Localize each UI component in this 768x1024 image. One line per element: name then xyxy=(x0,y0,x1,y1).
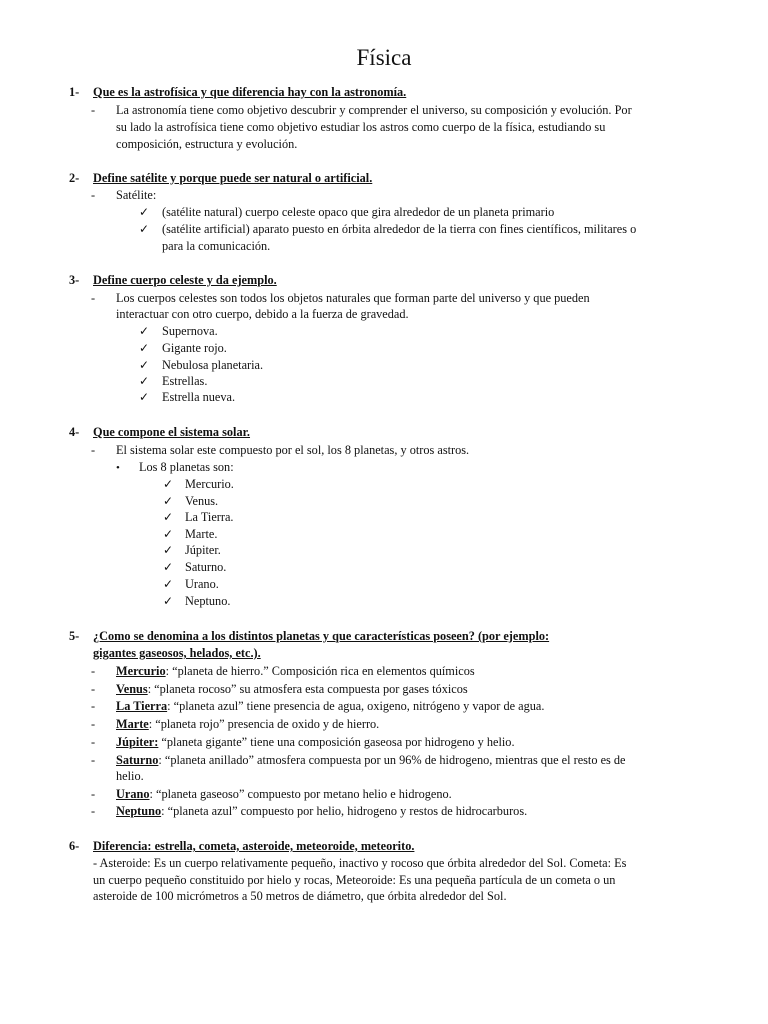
list-item: Nebulosa planetaria. xyxy=(162,358,264,372)
planet-name: Neptuno xyxy=(116,804,162,818)
planet-name: Urano xyxy=(116,787,150,801)
answer-line: La astronomía tiene como objetivo descubrir y comprender el universo, su composición y evolución. Por xyxy=(116,103,632,117)
answer-line: asteroide de 100 micrómetros a 50 metros de diámetro, que órbita alrededor del Sol. xyxy=(93,889,507,903)
check-icon: ✓ xyxy=(139,324,150,338)
check-icon: ✓ xyxy=(163,543,174,557)
list-item: Júpiter. xyxy=(185,543,221,557)
bullet-icon: • xyxy=(116,462,120,474)
separator: : xyxy=(149,787,153,801)
list-item: Los 8 planetas son: xyxy=(139,460,234,474)
list-item: Neptuno. xyxy=(185,594,231,608)
planet-name: Saturno xyxy=(116,753,159,767)
dash-marker: - xyxy=(91,664,96,678)
question-heading: Que compone el sistema solar. xyxy=(93,425,251,439)
planet-item xyxy=(116,663,716,680)
dash-marker: - xyxy=(91,103,96,117)
check-icon: ✓ xyxy=(163,494,174,508)
question-heading: Que es la astrofísica y que diferencia hay con la astronomía. xyxy=(93,85,407,99)
planet-description: “planeta azul” compuesto por helio, hidrogeno y restos de hidrocarburos. xyxy=(164,804,528,818)
answer-line: interactuar con otro cuerpo, debido a la fuerza de gravedad. xyxy=(116,307,409,321)
dash-marker: - xyxy=(91,682,96,696)
dash-marker: - xyxy=(91,735,96,749)
check-icon: ✓ xyxy=(139,222,150,236)
planet-item xyxy=(116,752,716,769)
separator: : xyxy=(165,664,170,678)
question-number: 5- xyxy=(69,629,80,643)
question-number: 1- xyxy=(69,85,80,99)
planet-name: Marte xyxy=(116,717,149,731)
dash-marker: - xyxy=(91,717,96,731)
question-heading: gigantes gaseosos, helados, etc.). xyxy=(93,646,261,660)
answer-line: un cuerpo pequeño constituido por hielo y rocas, Meteoroide: Es una pequeña partícula de un cometa o un xyxy=(93,873,616,887)
planet-description-continued: helio. xyxy=(116,769,144,783)
check-icon: ✓ xyxy=(163,560,174,574)
planet-name: La Tierra xyxy=(116,699,168,713)
list-item: Marte. xyxy=(185,527,218,541)
separator: : xyxy=(148,717,153,731)
answer-line: El sistema solar este compuesto por el sol, los 8 planetas, y otros astros. xyxy=(116,443,470,457)
question-heading: Define satélite y porque puede ser natural o artificial. xyxy=(93,171,373,185)
list-item: (satélite artificial) aparato puesto en órbita alrededor de la tierra con fines científicos, militares o xyxy=(162,222,637,236)
planet-item xyxy=(116,698,716,715)
list-item: Supernova. xyxy=(162,324,218,338)
planet-description: “planeta rocoso” su atmosfera esta compuesta por gases tóxicos xyxy=(151,682,468,696)
planet-description: “planeta gaseoso” compuesto por metano helio e hidrogeno. xyxy=(152,787,452,801)
planet-description: “planeta rojo” presencia de oxido y de hierro. xyxy=(152,717,380,731)
separator: : xyxy=(147,682,152,696)
check-icon: ✓ xyxy=(163,577,174,591)
list-item: Mercurio. xyxy=(185,477,234,491)
planet-item xyxy=(116,681,716,698)
planet-name: Mercurio xyxy=(116,664,166,678)
question-number: 6- xyxy=(69,839,80,853)
question-heading: Define cuerpo celeste y da ejemplo. xyxy=(93,273,277,287)
question-number: 3- xyxy=(69,273,80,287)
check-icon: ✓ xyxy=(139,205,150,219)
planet-description: “planeta gigante” tiene una composición gaseosa por hidrogeno y helio. xyxy=(158,735,515,749)
planet-description: “planeta anillado” atmosfera compuesta por un 96% de hidrogeno, mientras que el resto es de xyxy=(161,753,626,767)
separator: : xyxy=(167,699,171,713)
check-icon: ✓ xyxy=(163,527,174,541)
planet-name: Venus xyxy=(116,682,148,696)
question-heading: ¿Como se denomina a los distintos planetas y que características poseen? (por ejemplo: xyxy=(93,629,550,643)
page-title: Física xyxy=(356,45,412,70)
check-icon: ✓ xyxy=(163,477,174,491)
dash-marker: - xyxy=(91,188,96,202)
list-item: La Tierra. xyxy=(185,510,234,524)
list-item: Saturno. xyxy=(185,560,227,574)
planet-item xyxy=(116,734,716,751)
answer-line: su lado la astrofísica tiene como objetivo estudiar los astros como cuerpo de la física, estudiando su xyxy=(116,120,606,134)
dash-marker: - xyxy=(91,291,96,305)
answer-line: - Asteroide: Es un cuerpo relativamente pequeño, inactivo y rocoso que órbita alrededor del Sol. Cometa: Es xyxy=(93,856,627,870)
check-icon: ✓ xyxy=(163,594,174,608)
separator: : xyxy=(158,753,162,767)
separator: : xyxy=(161,804,165,818)
list-item: Estrellas. xyxy=(162,374,208,388)
dash-marker: - xyxy=(91,804,96,818)
check-icon: ✓ xyxy=(163,510,174,524)
answer-line: composición, estructura y evolución. xyxy=(116,137,298,151)
list-item: (satélite natural) cuerpo celeste opaco que gira alrededor de un planeta primario xyxy=(162,205,555,219)
planet-item xyxy=(116,716,716,733)
list-item: Venus. xyxy=(185,494,219,508)
list-item: Urano. xyxy=(185,577,219,591)
dash-marker: - xyxy=(91,699,96,713)
dash-marker: - xyxy=(91,753,96,767)
dash-marker: - xyxy=(91,443,96,457)
question-heading: Diferencia: estrella, cometa, asteroide, meteoroide, meteorito. xyxy=(93,839,415,853)
planet-item xyxy=(116,803,716,820)
planet-description: “planeta de hierro.” Composición rica en elementos químicos xyxy=(169,664,475,678)
list-item: Gigante rojo. xyxy=(162,341,227,355)
planet-item xyxy=(116,786,716,803)
answer-line: Satélite: xyxy=(116,188,157,202)
check-icon: ✓ xyxy=(139,374,150,388)
check-icon: ✓ xyxy=(139,341,150,355)
planet-description: “planeta azul” tiene presencia de agua, oxigeno, nitrógeno y vapor de agua. xyxy=(170,699,545,713)
question-number: 2- xyxy=(69,171,80,185)
planet-name: Júpiter: xyxy=(116,735,159,749)
check-icon: ✓ xyxy=(139,390,150,404)
check-icon: ✓ xyxy=(139,358,150,372)
question-number: 4- xyxy=(69,425,80,439)
list-item: para la comunicación. xyxy=(162,239,271,253)
dash-marker: - xyxy=(91,787,96,801)
answer-line: Los cuerpos celestes son todos los objetos naturales que forman parte del universo y que pueden xyxy=(116,291,590,305)
list-item: Estrella nueva. xyxy=(162,390,236,404)
